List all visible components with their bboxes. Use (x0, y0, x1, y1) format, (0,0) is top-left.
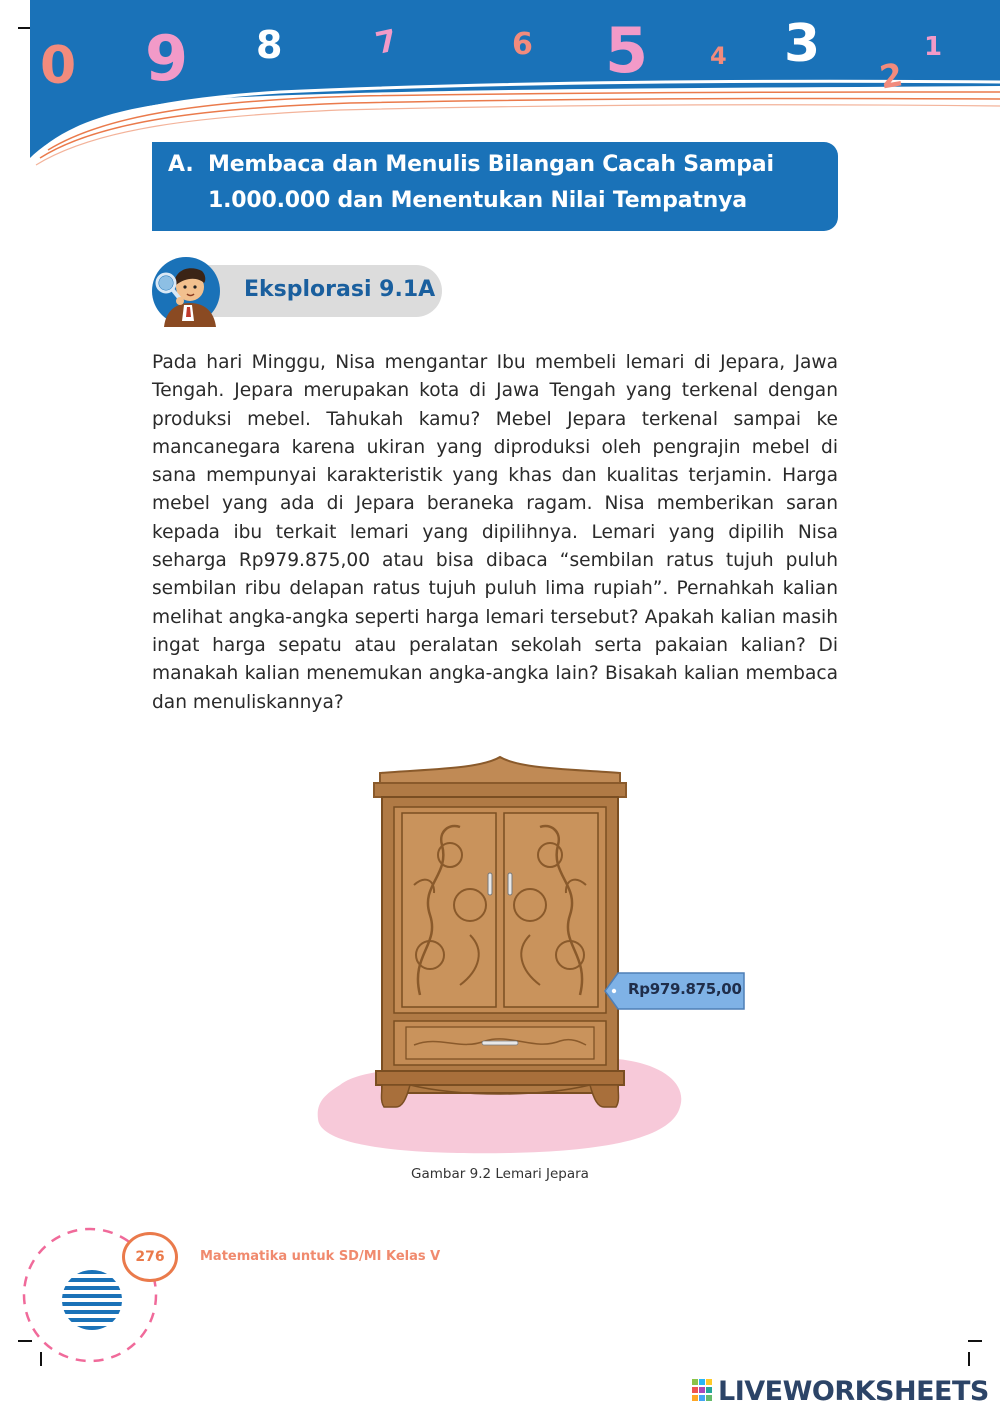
header-digit: 3 (784, 14, 821, 74)
liveworksheets-text: LIVEWORKSHEETS (718, 1376, 989, 1407)
page-number: 276 (122, 1232, 178, 1282)
footer-decoration (0, 1210, 200, 1380)
header-digit: 6 (512, 27, 533, 62)
header-digit: 0 (40, 36, 77, 96)
liveworksheets-grid-icon (692, 1379, 714, 1403)
striped-circle-icon (60, 1270, 124, 1330)
body-paragraph (152, 349, 838, 717)
figure-caption: Gambar 9.2 Lemari Jepara (411, 1166, 589, 1182)
header-digit: 7 (372, 23, 401, 62)
header-digit: 2 (876, 55, 906, 97)
explorer-avatar-icon (150, 255, 228, 327)
book-title: Matematika untuk SD/MI Kelas V (200, 1249, 441, 1264)
header-digit: 4 (710, 42, 727, 70)
crop-mark (968, 1340, 982, 1342)
section-title-line2: 1.000.000 dan Menentukan Nilai Tempatnya (208, 188, 747, 213)
liveworksheets-logo (692, 1376, 992, 1406)
crop-mark (968, 1352, 970, 1366)
section-title-box (152, 142, 838, 231)
header-digit: 9 (145, 22, 189, 95)
price-tag-text: Rp979.875,00 (628, 980, 742, 998)
section-letter: A. (168, 152, 194, 177)
header-digit: 5 (605, 14, 649, 87)
header-digit: 8 (256, 23, 283, 67)
price-tag (604, 972, 746, 1010)
wardrobe-illustration (310, 755, 690, 1160)
body-paragraph-text: Pada hari Minggu, Nisa mengantar Ibu membeli lemari di Jepara, Jawa Tengah. Jepara merupakan kota di Jawa Tengah yang terkenal dengan produksi mebel. Tahukah kamu? Mebel Jepara terkenal sampai ke mancanegara karena ukiran yang diproduksi oleh pengrajin mebel di sana mempunyai karakteristik yang khas dan kualitas terjamin. Harga mebel yang ada di Jepara beraneka ragam. Nisa memberikan saran kepada ibu terkait lemari yang dipilihnya. Lemari yang dipilih Nisa seharga Rp979.875,00 atau bisa dibaca “sembilan ratus tujuh puluh sembilan ribu delapan ratus tujuh puluh lima rupiah”. Pernahkah kalian melihat angka-angka seperti harga lemari tersebut? Apakah kalian masih ingat harga sepatu atau peralatan sekolah serta pakaian kalian? Di manakah kalian menemukan angka-angka lain? Bisakah kalian membaca dan menuliskannya? (152, 352, 838, 713)
exploration-label: Eksplorasi 9.1A (244, 277, 436, 302)
header-digit: 1 (924, 32, 943, 62)
section-title-line1: Membaca dan Menulis Bilangan Cacah Sampai (208, 152, 774, 177)
